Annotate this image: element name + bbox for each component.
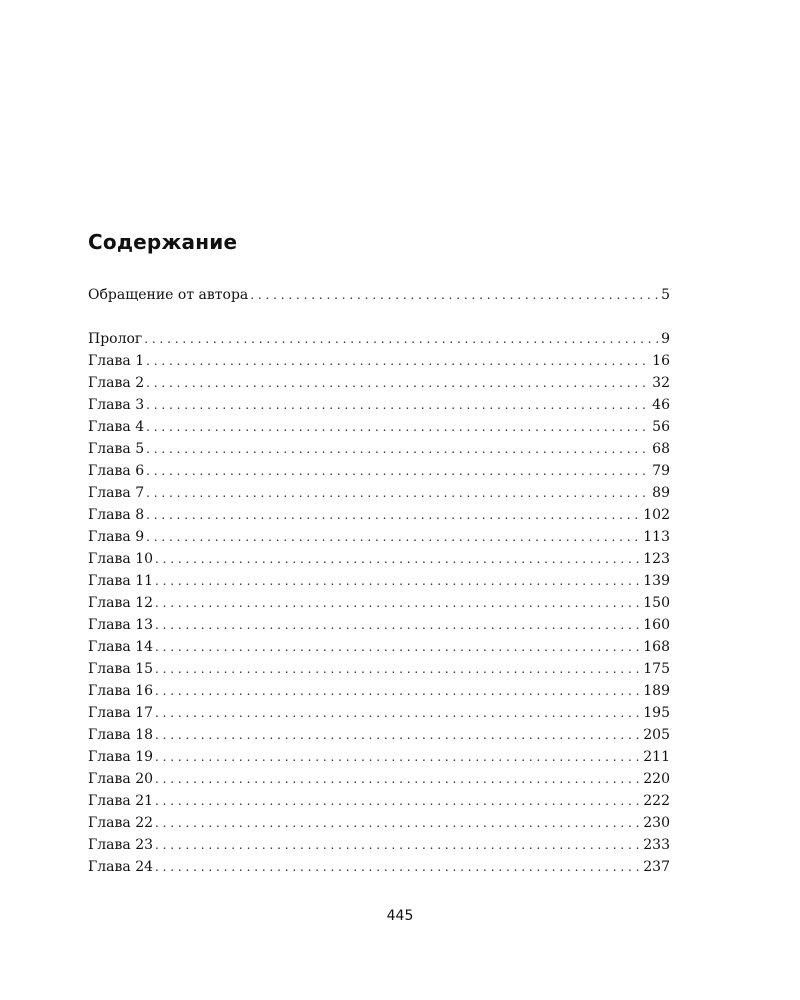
toc-leader-dots bbox=[155, 768, 641, 790]
toc-leader-dots bbox=[146, 350, 650, 372]
toc-leader-dots bbox=[155, 680, 641, 702]
toc-entry-label: Глава 14 bbox=[88, 639, 154, 655]
toc-entry bbox=[88, 416, 670, 438]
toc-entry-page: 175 bbox=[643, 661, 670, 677]
toc-entry bbox=[88, 790, 670, 812]
toc-entry bbox=[88, 636, 670, 658]
toc-entry bbox=[88, 460, 670, 482]
toc-entry-label: Глава 15 bbox=[88, 661, 154, 677]
toc-entry-label: Глава 23 bbox=[88, 837, 154, 853]
toc-entry-label: Глава 11 bbox=[88, 573, 154, 589]
toc-leader-dots bbox=[146, 526, 641, 548]
toc-leader-dots bbox=[146, 372, 650, 394]
toc-entry-page: 139 bbox=[643, 573, 670, 589]
toc-entry-page: 237 bbox=[643, 859, 670, 875]
toc-entry-page: 102 bbox=[643, 507, 670, 523]
toc-entry-page: 189 bbox=[643, 683, 670, 699]
toc-entry-label: Глава 22 bbox=[88, 815, 154, 831]
page-number: 445 bbox=[386, 908, 414, 924]
toc-entry-page: 205 bbox=[643, 727, 670, 743]
toc-entry bbox=[88, 856, 670, 878]
toc-leader-dots bbox=[155, 856, 641, 878]
toc-leader-dots bbox=[146, 460, 650, 482]
page-title: Содержание bbox=[88, 230, 238, 254]
toc-entry-label: Глава 7 bbox=[88, 485, 145, 501]
toc-entry-page: 9 bbox=[661, 331, 670, 347]
toc-leader-dots bbox=[155, 636, 641, 658]
toc-entry bbox=[88, 702, 670, 724]
toc-entry bbox=[88, 438, 670, 460]
toc-leader-dots bbox=[146, 416, 650, 438]
toc-entry-page: 79 bbox=[652, 463, 670, 479]
toc-entry bbox=[88, 592, 670, 614]
toc-entry-page: 46 bbox=[652, 397, 670, 413]
toc-entry-label: Глава 1 bbox=[88, 353, 145, 369]
toc-leader-dots bbox=[146, 438, 650, 460]
toc-entry-label: Глава 20 bbox=[88, 771, 154, 787]
toc-leader-dots bbox=[155, 592, 641, 614]
toc-entry-page: 123 bbox=[643, 551, 670, 567]
toc-entry bbox=[88, 768, 670, 790]
toc-leader-dots bbox=[155, 834, 641, 856]
toc-entry-label: Глава 10 bbox=[88, 551, 154, 567]
toc-leader-dots bbox=[155, 570, 641, 592]
toc-entry bbox=[88, 570, 670, 592]
toc-entry-page: 195 bbox=[643, 705, 670, 721]
toc-entry-label: Глава 9 bbox=[88, 529, 145, 545]
toc-entry-page: 68 bbox=[652, 441, 670, 457]
toc-leader-dots bbox=[155, 548, 641, 570]
toc-entry-label: Глава 3 bbox=[88, 397, 145, 413]
toc-leader-dots bbox=[250, 284, 659, 306]
toc-entry-page: 160 bbox=[643, 617, 670, 633]
toc-entry-label: Глава 18 bbox=[88, 727, 154, 743]
toc-entry-page: 89 bbox=[652, 485, 670, 501]
toc-leader-dots bbox=[146, 394, 650, 416]
toc-entry-label: Глава 6 bbox=[88, 463, 145, 479]
toc-entry-page: 16 bbox=[652, 353, 670, 369]
table-of-contents bbox=[88, 284, 670, 878]
toc-entry-page: 56 bbox=[652, 419, 670, 435]
toc-entry-page: 32 bbox=[652, 375, 670, 391]
toc-entry-page: 220 bbox=[643, 771, 670, 787]
toc-entry-label: Глава 2 bbox=[88, 375, 145, 391]
toc-entry-label: Глава 17 bbox=[88, 705, 154, 721]
toc-entry-page: 222 bbox=[643, 793, 670, 809]
toc-entry bbox=[88, 504, 670, 526]
toc-entry-page: 150 bbox=[643, 595, 670, 611]
toc-entry bbox=[88, 680, 670, 702]
toc-entry-label: Глава 13 bbox=[88, 617, 154, 633]
toc-entry-page: 113 bbox=[643, 529, 670, 545]
toc-entry bbox=[88, 834, 670, 856]
toc-entry-label: Пролог bbox=[88, 331, 143, 347]
toc-leader-dots bbox=[155, 724, 641, 746]
toc-leader-dots bbox=[155, 614, 641, 636]
toc-entry-label: Глава 24 bbox=[88, 859, 154, 875]
toc-entry-label: Глава 4 bbox=[88, 419, 145, 435]
toc-leader-dots bbox=[146, 504, 641, 526]
toc-entry-label: Глава 12 bbox=[88, 595, 154, 611]
toc-entry bbox=[88, 350, 670, 372]
toc-entry-label: Глава 8 bbox=[88, 507, 145, 523]
toc-leader-dots bbox=[155, 658, 641, 680]
toc-entry-page: 211 bbox=[643, 749, 670, 765]
toc-entry bbox=[88, 812, 670, 834]
toc-entry-label: Глава 19 bbox=[88, 749, 154, 765]
toc-entry-page: 5 bbox=[661, 287, 670, 303]
toc-leader-dots bbox=[155, 746, 641, 768]
toc-entry bbox=[88, 526, 670, 548]
toc-leader-dots bbox=[155, 812, 641, 834]
toc-leader-dots bbox=[146, 482, 650, 504]
toc-entry bbox=[88, 548, 670, 570]
toc-entry-label: Глава 16 bbox=[88, 683, 154, 699]
toc-entry bbox=[88, 658, 670, 680]
toc-entry-page: 233 bbox=[643, 837, 670, 853]
toc-entry bbox=[88, 284, 670, 306]
toc-entry-label: Глава 21 bbox=[88, 793, 154, 809]
toc-entry bbox=[88, 372, 670, 394]
toc-entry-label: Глава 5 bbox=[88, 441, 145, 457]
toc-entry bbox=[88, 724, 670, 746]
toc-entry-label: Обращение от автора bbox=[88, 287, 249, 303]
toc-entry-page: 230 bbox=[643, 815, 670, 831]
toc-entry bbox=[88, 482, 670, 504]
toc-leader-dots bbox=[155, 702, 641, 724]
toc-entry-page: 168 bbox=[643, 639, 670, 655]
toc-entry bbox=[88, 746, 670, 768]
toc-entry bbox=[88, 328, 670, 350]
toc-entry bbox=[88, 614, 670, 636]
toc-leader-dots bbox=[155, 790, 641, 812]
toc-entry bbox=[88, 394, 670, 416]
toc-leader-dots bbox=[144, 328, 659, 350]
